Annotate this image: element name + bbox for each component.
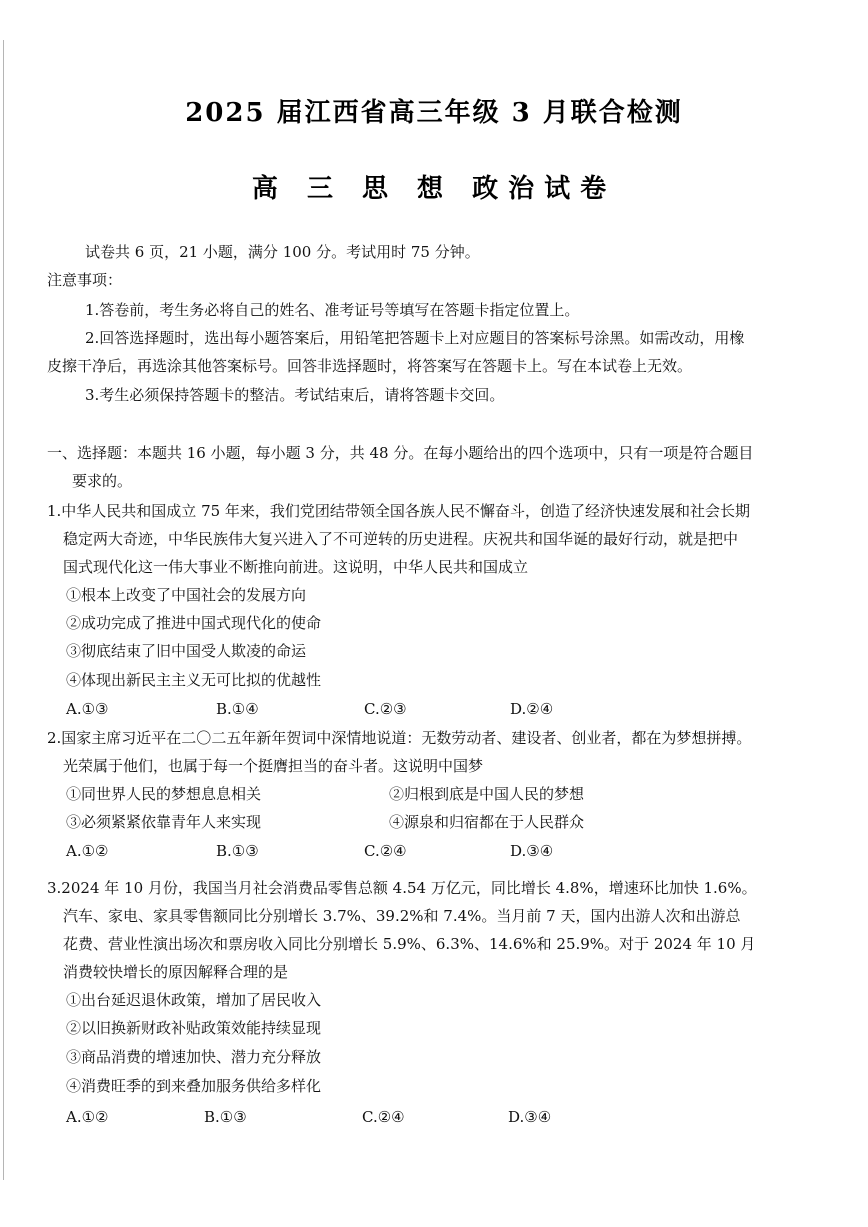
answer-choice: A.①② bbox=[66, 1108, 109, 1126]
answer-choice: A.①② bbox=[66, 842, 109, 860]
question-option: ④消费旺季的到来叠加服务供给多样化 bbox=[66, 1077, 322, 1095]
question-stem: 稳定两大奇迹，中华民族伟大复兴进入了不可逆转的历史进程。庆祝共和国华诞的最好行动，就是把中 bbox=[63, 530, 739, 548]
section-heading: 一、选择题：本题共 16 小题，每小题 3 分，共 48 分。在每小题给出的四个选项中，只有一项是符合题目 bbox=[47, 444, 754, 462]
question-option: ②成功完成了推进中国式现代化的使命 bbox=[66, 614, 322, 632]
question-option: ①同世界人民的梦想息息相关 bbox=[66, 785, 262, 803]
answer-choice: A.①③ bbox=[66, 700, 109, 718]
answer-choice: C.②④ bbox=[364, 842, 407, 860]
paper-title: 高 三 思 想 政治试卷 bbox=[251, 174, 617, 204]
question-stem: 3.2024 年 10 月份，我国当月社会消费品零售总额 4.54 万亿元，同比增长 4.8%，增速环比加快 1.6%。 bbox=[47, 879, 757, 897]
question-option: ③商品消费的增速加快、潜力充分释放 bbox=[66, 1048, 322, 1066]
answer-choice: C.②③ bbox=[364, 700, 407, 718]
answer-choice: B.①③ bbox=[204, 1108, 247, 1126]
question-option: ②以旧换新财政补贴政策效能持续显现 bbox=[66, 1019, 322, 1037]
question-stem: 花费、营业性演出场次和票房收入同比分别增长 5.9%、6.3%、14.6%和 25.9%。对于 2024 年 10 月 bbox=[63, 935, 756, 953]
answer-choice: C.②④ bbox=[362, 1108, 405, 1126]
question-option: ①根本上改变了中国社会的发展方向 bbox=[66, 586, 307, 604]
answer-choice: D.③④ bbox=[510, 842, 554, 860]
question-option: ①出台延迟退休政策，增加了居民收入 bbox=[66, 991, 322, 1009]
question-option: ④源泉和归宿都在于人民群众 bbox=[389, 813, 585, 831]
notice-item: 1.答卷前，考生务必将自己的姓名、准考证号等填写在答题卡指定位置上。 bbox=[85, 301, 580, 319]
notice-item: 2.回答选择题时，选出每小题答案后，用铅笔把答题卡上对应题目的答案标号涂黑。如需改动，用橡 bbox=[85, 329, 745, 347]
notice-item: 3.考生必须保持答题卡的整洁。考试结束后，请将答题卡交回。 bbox=[85, 386, 505, 404]
question-stem: 1.中华人民共和国成立 75 年来，我们党团结带领全国各族人民不懈奋斗，创造了经济快速发展和社会长期 bbox=[47, 502, 750, 520]
answer-choice: B.①③ bbox=[216, 842, 259, 860]
question-stem: 汽车、家电、家具零售额同比分别增长 3.7%、39.2%和 7.4%。当月前 7 天，国内出游人次和出游总 bbox=[63, 907, 741, 925]
scan-edge-line bbox=[3, 40, 4, 1180]
question-stem: 光荣属于他们，也属于每一个挺膺担当的奋斗者。这说明中国梦 bbox=[63, 757, 484, 775]
section-heading-continued: 要求的。 bbox=[72, 472, 133, 490]
question-stem: 2.国家主席习近平在二〇二五年新年贺词中深情地说道：无数劳动者、建设者、创业者，都在为梦想拼搏。 bbox=[47, 729, 752, 747]
question-stem: 国式现代化这一伟大事业不断推向前进。这说明，中华人民共和国成立 bbox=[63, 558, 529, 576]
answer-choice: D.②④ bbox=[510, 700, 554, 718]
answer-choice: D.③④ bbox=[508, 1108, 552, 1126]
exam-summary: 试卷共 6 页，21 小题，满分 100 分。考试用时 75 分钟。 bbox=[85, 243, 480, 261]
exam-title: 2025 届江西省高三年级 3 月联合检测 bbox=[185, 98, 683, 128]
question-option: ④体现出新民主主义无可比拟的优越性 bbox=[66, 671, 322, 689]
question-option: ③必须紧紧依靠青年人来实现 bbox=[66, 813, 262, 831]
notice-heading: 注意事项： bbox=[47, 271, 123, 289]
question-option: ③彻底结束了旧中国受人欺凌的命运 bbox=[66, 642, 307, 660]
question-stem: 消费较快增长的原因解释合理的是 bbox=[63, 963, 289, 981]
notice-item-continued: 皮擦干净后，再选涂其他答案标号。回答非选择题时，将答案写在答题卡上。写在本试卷上无效。 bbox=[47, 357, 693, 375]
answer-choice: B.①④ bbox=[216, 700, 259, 718]
question-option: ②归根到底是中国人民的梦想 bbox=[389, 785, 585, 803]
